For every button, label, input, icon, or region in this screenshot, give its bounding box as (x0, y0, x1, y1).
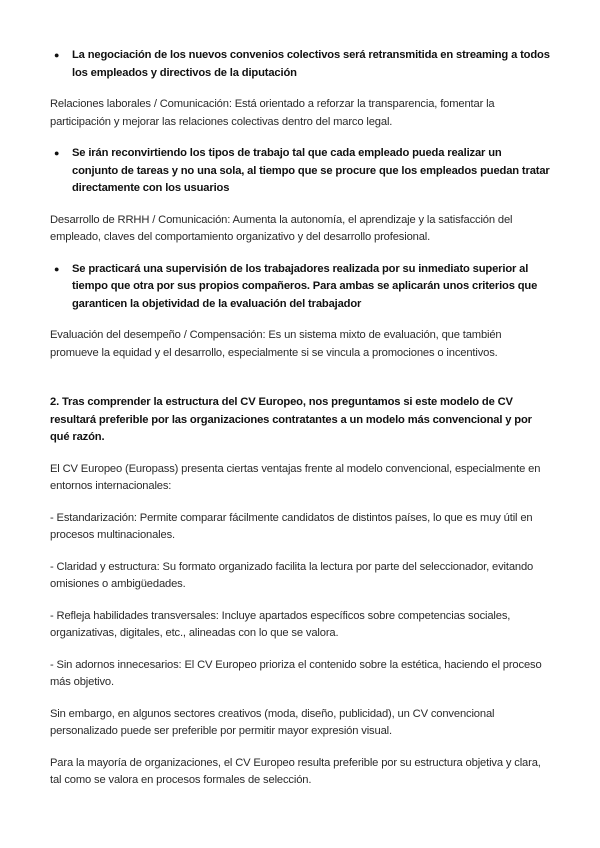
bullet-dot: ● (54, 50, 60, 60)
bullet-text: La negociación de los nuevos convenios colectivos será retransmitida en streaming a todos los empleados y directivos de la diputación (72, 49, 550, 79)
document-page (50, 47, 550, 790)
answer-paragraph: Sin embargo, en algunos sectores creativos (moda, diseño, publicidad), un CV convencional personalizado puede ser preferible por permitir mayor expresión visual. (50, 707, 495, 737)
bullet-dot: ● (54, 263, 60, 274)
bullet-dot: ● (54, 148, 60, 158)
bullet-item (50, 261, 550, 314)
bullet-item (50, 47, 550, 82)
bullet-explanation: Desarrollo de RRHH / Comunicación: Aumenta la autonomía, el aprendizaje y la satisfacción del empleado, claves del comportamiento organizativo y del desarrollo profesional. (50, 213, 513, 243)
answer-paragraph: - Claridad y estructura: Su formato organizado facilita la lectura por parte del seleccionador, evitando omisiones o ambigüedades. (50, 560, 534, 590)
answer-paragraph: Para la mayoría de organizaciones, el CV Europeo resulta preferible por su estructura objetiva y clara, tal como se valora en procesos formales de selección. (50, 756, 541, 786)
answer-paragraph: El CV Europeo (Europass) presenta ciertas ventajas frente al modelo convencional, especialmente en entornos internacionales: (50, 462, 541, 492)
bullet-item (50, 145, 550, 198)
bullet-explanation: Evaluación del desempeño / Compensación: Es un sistema mixto de evaluación, que también promueve la equidad y el desarrollo, especialmente si se vincula a promociones o incentivos. (50, 329, 502, 359)
answer-paragraph: - Refleja habilidades transversales: Incluye apartados específicos sobre competencias sociales, organizativas, digitales, etc., alineadas con lo que se valora. (50, 609, 511, 639)
answer-paragraph: - Estandarización: Permite comparar fácilmente candidatos de distintos países, lo que es muy útil en procesos multinacionales. (50, 511, 533, 541)
bullet-text: Se irán reconvirtiendo los tipos de trabajo tal que cada empleado pueda realizar un conjunto de tareas y no una sola, al tiempo que se procure que los empleados puedan tratar directamente con los usuarios (72, 147, 550, 194)
bullet-text: Se practicará una supervisión de los trabajadores realizada por su inmediato superior al tiempo que otra por sus propios compañeros. Para ambas se aplicarán unos criterios que garanticen la objetividad de la evaluación del trabajador (72, 262, 538, 310)
answer-paragraph: - Sin adornos innecesarios: El CV Europeo prioriza el contenido sobre la estética, haciendo el proceso más objetivo. (50, 658, 542, 688)
question-heading: 2. Tras comprender la estructura del CV Europeo, nos preguntamos si este modelo de CV resultará preferible por las organizaciones contratantes a un modelo más convencional y por qué razón. (50, 396, 532, 443)
bullet-explanation: Relaciones laborales / Comunicación: Está orientado a reforzar la transparencia, fomentar la participación y mejorar las relaciones colectivas dentro del marco legal. (50, 98, 495, 128)
